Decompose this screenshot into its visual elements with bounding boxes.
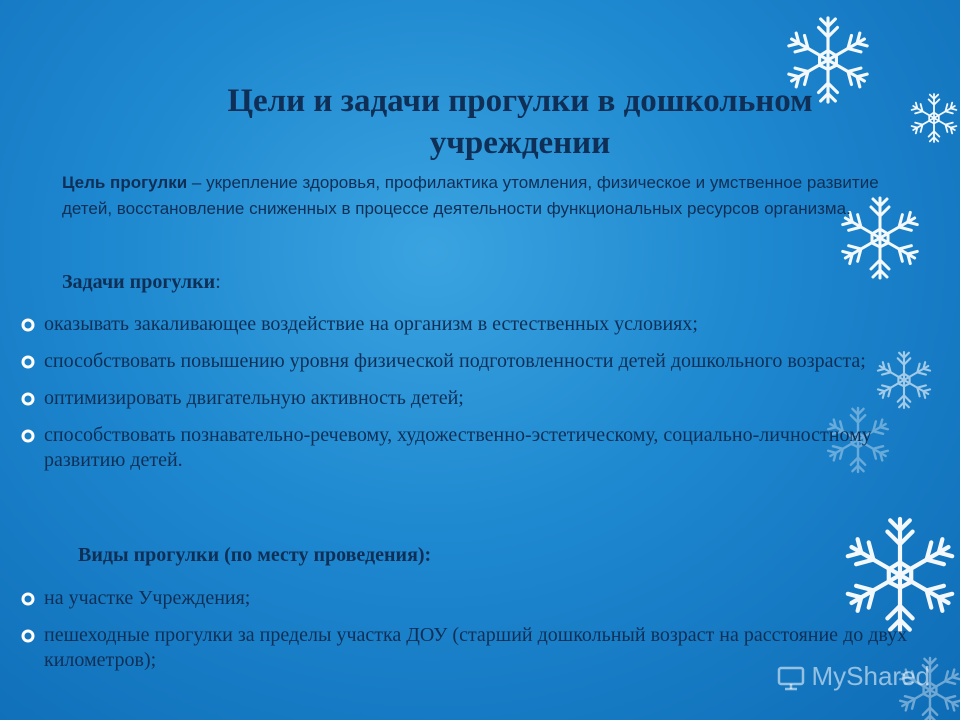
tasks-heading-text: Задачи прогулки [62,271,216,293]
tasks-heading [62,271,221,294]
bullet-ring-icon [20,317,36,333]
task-text: способствовать повышению уровня физической подготовленности детей дошкольного возраста; [44,350,866,372]
goal-paragraph [62,170,900,222]
bullet-ring-icon [20,354,36,370]
watermark [776,661,931,692]
types-list [20,586,940,673]
bullet-ring-icon [20,628,36,644]
bullet-ring-icon [20,591,36,607]
task-text: способствовать познавательно-речевому, художественно-эстетическому, социально-личностному развитию детей. [44,424,872,471]
list-item [20,386,940,411]
list-item [20,423,940,473]
bullet-ring-icon [20,428,36,444]
bullet-ring-icon [20,391,36,407]
goal-text: – укрепление здоровья, профилактика утомления, физическое и умственное развитие детей, восстановление сниженных в процессе деятельности функциональных ресурсов организма. [62,173,879,218]
slide-title: Цели и задачи прогулки в дошкольном учреждении [227,83,813,161]
watermark-text: MyShared [811,661,930,691]
presentation-icon [776,662,806,692]
list-item [20,312,940,337]
type-text: на участке Учреждения; [44,587,251,609]
list-item [20,586,940,611]
tasks-heading-colon: : [215,271,221,293]
task-text: оптимизировать двигательную активность детей; [44,387,464,409]
tasks-list [20,312,940,473]
type-text: пешеходные прогулки за пределы участка ДОУ (старший дошкольный возраст на расстояние до двух километров); [44,624,908,671]
types-heading: Виды прогулки (по месту проведения): [78,544,432,566]
goal-lead: Цель прогулки [62,173,188,192]
list-item [20,349,940,374]
task-text: оказывать закаливающее воздействие на организм в естественных условиях; [44,313,698,335]
